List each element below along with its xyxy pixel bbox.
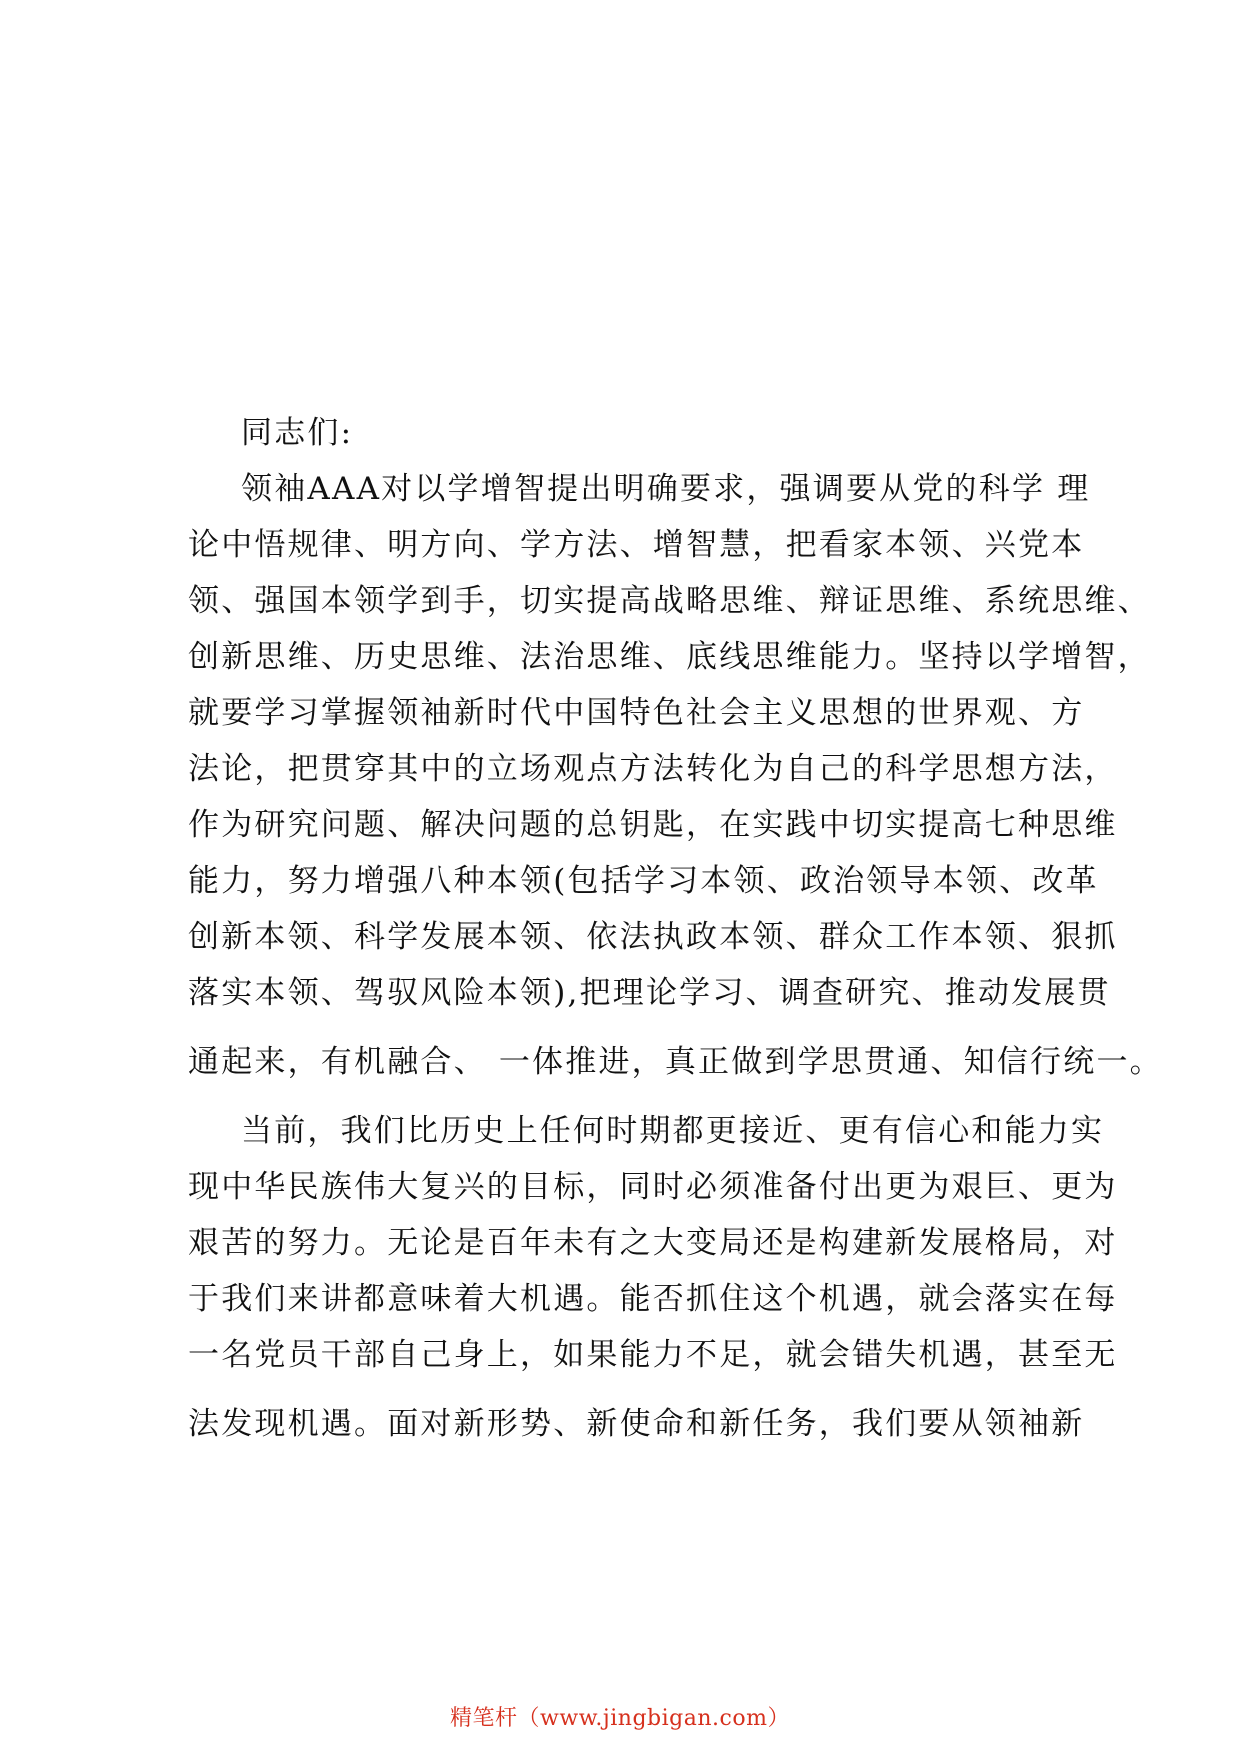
paragraph-line: 一名党员干部自己身上，如果能力不足，就会错失机遇，甚至无 <box>188 1337 1118 1373</box>
paragraph-1 <box>188 461 1163 1090</box>
paragraph-line: 当前，我们比历史上任何时期都更接近、更有信心和能力实 <box>241 1113 1105 1149</box>
footer-watermark: 精笔杆（www.jingbigan.com） <box>450 1706 790 1731</box>
paragraph-line: 创新思维、历史思维、法治思维、底线思维能力。坚持以学增智， <box>188 639 1151 675</box>
paragraph-line: 能力，努力增强八种本领(包括学习本领、政治领导本领、改革 <box>188 863 1099 899</box>
paragraph-2 <box>188 1103 1118 1452</box>
paragraph-line: 作为研究问题、解决问题的总钥匙，在实践中切实提高七种思维 <box>188 807 1118 843</box>
paragraph-line: 法发现机遇。面对新形势、新使命和新任务，我们要从领袖新 <box>188 1406 1085 1442</box>
paragraph-line: 现中华民族伟大复兴的目标，同时必须准备付出更为艰巨、更为 <box>188 1169 1118 1205</box>
paragraph-line: 通起来，有机融合、 一体推进，真正做到学思贯通、知信行统一。 <box>188 1044 1163 1080</box>
document-body <box>188 405 1163 1452</box>
paragraph-line: 论中悟规律、明方向、学方法、增智慧，把看家本领、兴党本 <box>188 527 1085 563</box>
greeting: 同志们: <box>241 415 354 451</box>
paragraph-line: 艰苦的努力。无论是百年未有之大变局还是构建新发展格局，对 <box>188 1225 1118 1261</box>
paragraph-line: 就要学习掌握领袖新时代中国特色社会主义思想的世界观、方 <box>188 695 1085 731</box>
paragraph-line: 于我们来讲都意味着大机遇。能否抓住这个机遇，就会落实在每 <box>188 1281 1118 1317</box>
paragraph-line: 落实本领、驾驭风险本领),把理论学习、调查研究、推动发展贯 <box>188 975 1111 1011</box>
paragraph-line: 领、强国本领学到手，切实提高战略思维、辩证思维、系统思维、 <box>188 583 1151 619</box>
paragraph-line: 法论，把贯穿其中的立场观点方法转化为自己的科学思想方法， <box>188 751 1118 787</box>
paragraph-line: 创新本领、科学发展本领、依法执政本领、群众工作本领、狠抓 <box>188 919 1118 955</box>
paragraph-line: 领袖AAA对以学增智提出明确要求，强调要从党的科学 理 <box>241 471 1091 507</box>
